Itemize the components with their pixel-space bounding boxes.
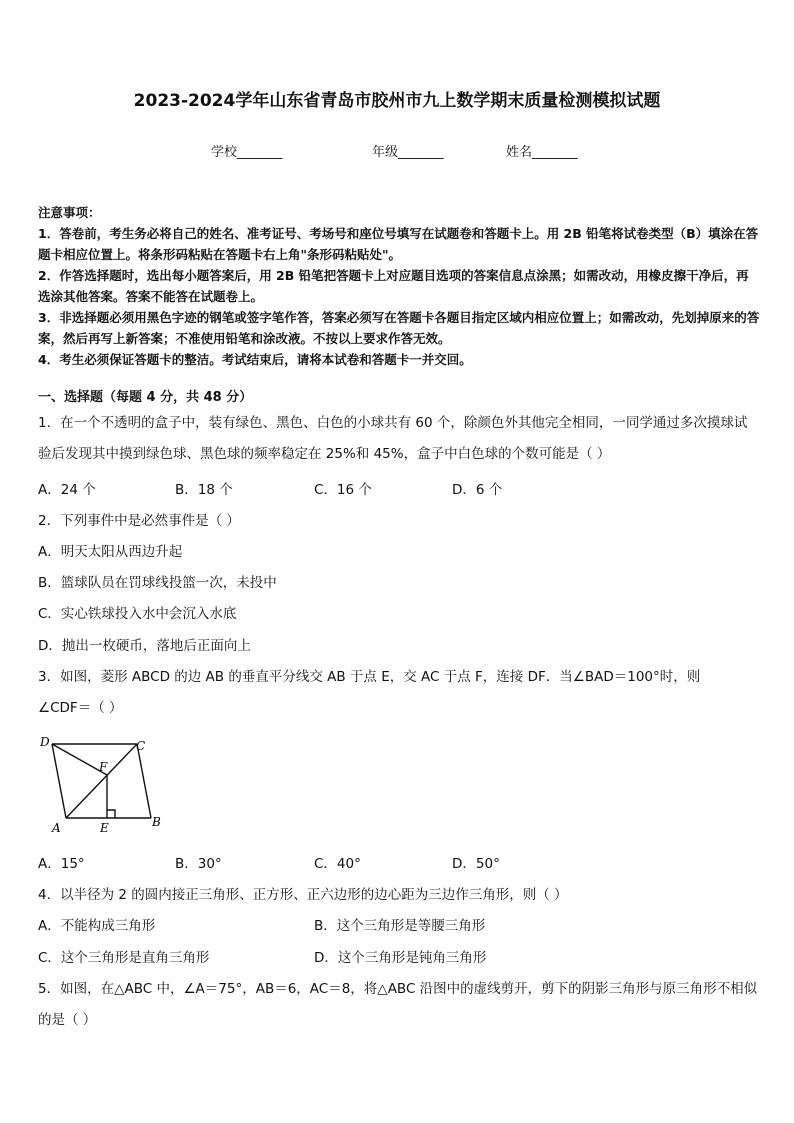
name-field[interactable]: 姓名_______ <box>506 145 578 160</box>
question-2-option-d[interactable]: D．抛出一枚硬币，落地后正面向上 <box>38 638 251 654</box>
page-title: 2023-2024学年山东省青岛市胶州市九上数学期末质量检测模拟试题 <box>133 91 661 111</box>
option-a[interactable]: A．不能构成三角形 <box>38 918 156 934</box>
question-2-text: 2．下列事件中是必然事件是（ ） <box>38 513 240 529</box>
option-d[interactable]: D．6 个 <box>452 482 503 498</box>
question-4-options-row2 <box>38 946 758 968</box>
notes-block <box>38 202 760 370</box>
option-c[interactable]: C．16 个 <box>314 482 372 498</box>
question-3-options <box>38 852 758 874</box>
label-d: D <box>40 735 50 749</box>
question-5-line1: 5．如图，在△ABC 中，∠A＝75°，AB＝6，AC＝8，将△ABC 沿图中的虚线剪开，剪下的阴影三角形与原三角形不相似 <box>38 981 758 997</box>
question-2-option-a[interactable]: A．明天太阳从西边升起 <box>38 544 183 560</box>
grade-field[interactable]: 年级_______ <box>372 145 444 160</box>
label-c: C <box>136 739 146 753</box>
label-e: E <box>100 821 109 835</box>
question-4-options-row1 <box>38 914 758 936</box>
question-5-line2: 的是（ ） <box>38 1012 97 1028</box>
question-1-options <box>38 478 758 500</box>
question-3-line1: 3．如图，菱形 ABCD 的边 AB 的垂直平分线交 AB 于点 E，交 AC 于点 F，连接 DF．当∠BAD＝100°时，则 <box>38 669 701 685</box>
label-a: A <box>52 821 61 835</box>
label-b: B <box>152 815 161 829</box>
notes-heading: 注意事项： <box>38 205 101 220</box>
note-item: 2．作答选择题时，选出每小题答案后，用 2B 铅笔把答题卡上对应题目选项的答案信息点涂黑；如需改动，用橡皮擦干净后，再选涂其他答案。答案不能答在试题卷上。 <box>38 268 749 304</box>
option-c[interactable]: C．这个三角形是直角三角形 <box>38 950 210 966</box>
note-item: 4．考生必须保证答题卡的整洁。考试结束后，请将本试卷和答题卡一并交回。 <box>38 352 472 367</box>
rhombus-figure <box>36 732 176 838</box>
question-4-text: 4．以半径为 2 的圆内接正三角形、正方形、正六边形的边心距为三边作三角形，则（ ） <box>38 887 568 903</box>
label-f: F <box>99 760 108 774</box>
option-b[interactable]: B．30° <box>175 856 222 872</box>
option-d[interactable]: D．50° <box>452 856 500 872</box>
option-a[interactable]: A．15° <box>38 856 85 872</box>
note-item: 3．非选择题必须用黑色字迹的钢笔或签字笔作答，答案必须写在答题卡各题目指定区域内相应位置上；如需改动，先划掉原来的答案，然后再写上新答案；不准使用铅笔和涂改液。不按以上要求作答无效。 <box>38 310 760 346</box>
question-2-option-c[interactable]: C．实心铁球投入水中会沉入水底 <box>38 606 237 622</box>
option-b[interactable]: B．这个三角形是等腰三角形 <box>314 918 486 934</box>
question-3-line2: ∠CDF＝（ ） <box>38 700 123 716</box>
section-heading: 一、选择题（每题 4 分，共 48 分） <box>38 390 253 405</box>
option-c[interactable]: C．40° <box>314 856 361 872</box>
option-b[interactable]: B．18 个 <box>175 482 233 498</box>
option-d[interactable]: D．这个三角形是钝角三角形 <box>314 950 487 966</box>
question-2-option-b[interactable]: B．篮球队员在罚球线投篮一次，未投中 <box>38 575 277 591</box>
option-a[interactable]: A．24 个 <box>38 482 96 498</box>
question-1-text: 1．在一个不透明的盒子中，装有绿色、黑色、白色的小球共有 60 个，除颜色外其他完全相同，一同学通过多次摸球试验后发现其中摸到绿色球、黑色球的频率稳定在 25%和 45%，盒子中白色球的个数可能是（ ） <box>38 415 748 462</box>
school-field[interactable]: 学校_______ <box>211 145 283 160</box>
note-item: 1．答卷前，考生务必将自己的姓名、准考证号、考场号和座位号填写在试题卷和答题卡上。用 2B 铅笔将试卷类型（B）填涂在答题卡相应位置上。将条形码粘贴在答题卡右上角"条形码粘贴处"。 <box>38 226 759 262</box>
